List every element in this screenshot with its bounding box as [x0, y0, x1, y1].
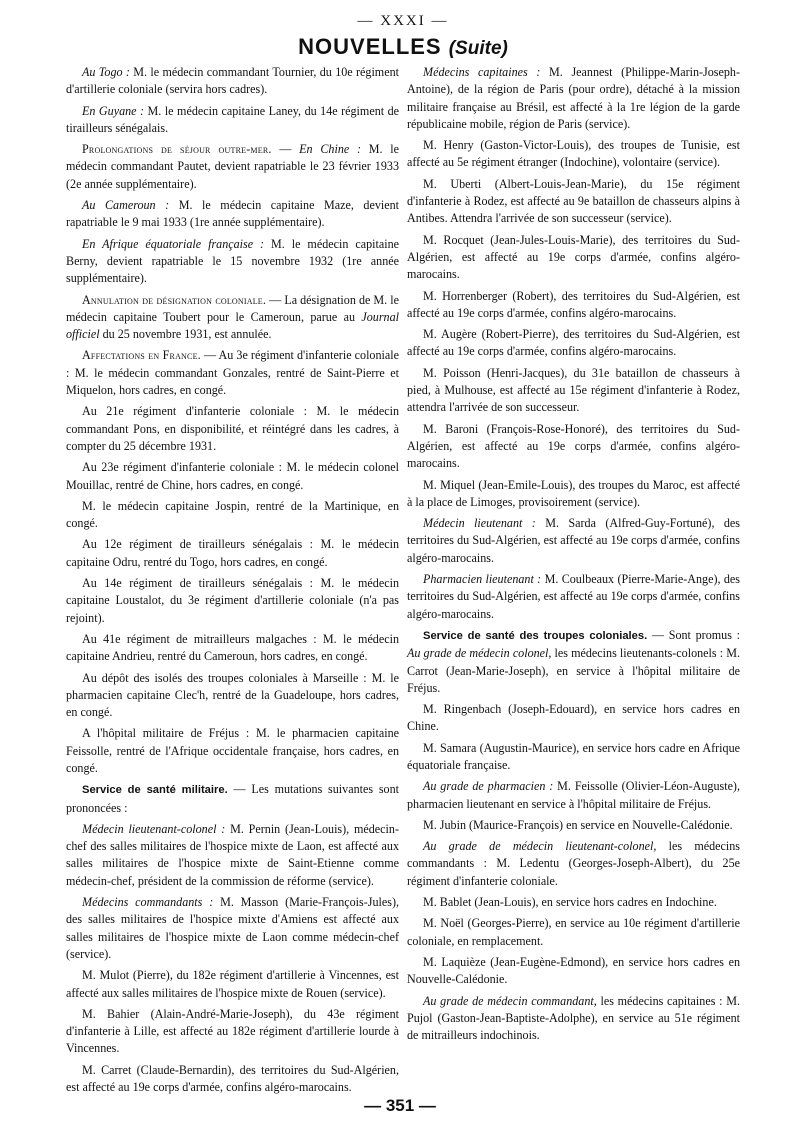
- paragraph-text: —: [271, 142, 300, 157]
- paragraph: [66, 347, 399, 399]
- paragraph-text: — Sont promus :: [647, 627, 740, 642]
- title-text: NOUVELLES: [298, 34, 442, 59]
- paragraph: [66, 498, 399, 533]
- paragraph-lead: Pharmacien lieutenant :: [423, 572, 542, 587]
- paragraph: [407, 421, 740, 473]
- paragraph: [66, 64, 399, 99]
- paragraph-text: Au 14e régiment de tirailleurs sénégalais : M. le médecin capitaine Loustalot, du 3e régiment d'artillerie coloniale (n'a pas rejoint).: [66, 576, 399, 625]
- paragraph: [407, 740, 740, 775]
- paragraph-text: — Au 3e régiment d'infanterie coloniale : M. le médecin commandant Gonzales, rentré de Saint-Pierre et Miquelon, hors cadres, en congé.: [66, 348, 399, 398]
- paragraph-sc: Annulation de désignation coloniale.: [82, 292, 267, 307]
- paragraph-text: M. Horrenberger (Robert), des territoires du Sud-Algérien, est affecté au 19e corps d'armée, confins algéro-marocains.: [407, 288, 740, 320]
- paragraph: [407, 993, 740, 1045]
- paragraph-text: M. Masson (Marie-François-Jules), des salles militaires de l'hospice mixte d'Amiens est affecté aux salles militaires de l'hospice mixte de Laon comme médecin-chef (service).: [66, 895, 399, 961]
- paragraph: [66, 575, 399, 627]
- paragraph-text: M. Poisson (Henri-Jacques), du 31e bataillon de chasseurs à pied, à Mulhouse, est affecté au 15e régiment d'infanterie à Rodez, attendra l'arrivée de son successeur.: [407, 365, 740, 415]
- paragraph: [407, 232, 740, 284]
- page-number: — 351 —: [364, 1096, 436, 1115]
- paragraph: [66, 670, 399, 722]
- paragraph-text: Au 21e régiment d'infanterie coloniale : M. le médecin commandant Pons, en disponibilité, et réintégré dans les cadres, à compter du 25 décembre 1931.: [66, 404, 399, 453]
- paragraph-text: M. Laquièze (Jean-Eugène-Edmond), en service hors cadres en Nouvelle-Calédonie.: [407, 954, 740, 987]
- paragraph-text: M. Samara (Augustin-Maurice), en service hors cadre en Afrique équatoriale française.: [407, 740, 740, 772]
- paragraph-text: les médecins capitaines : M. Pujol (Gaston-Jean-Baptiste-Adolphe), en service au 51e régiment de mitrailleurs indochinois.: [407, 993, 740, 1043]
- paragraph: [66, 197, 399, 232]
- page-title: [66, 32, 740, 62]
- paragraph: [66, 536, 399, 571]
- paragraph-bold: Service de santé des troupes coloniales.: [423, 629, 648, 642]
- paragraph: [407, 137, 740, 172]
- paragraph-lead: Au Togo :: [82, 65, 130, 79]
- paragraph-text: Au 41e régiment de mitrailleurs malgaches : M. le médecin capitaine Andrieu, rentré du Cameroun, hors cadres, en congé.: [66, 631, 399, 664]
- paragraph: [66, 103, 399, 138]
- paragraph: [407, 288, 740, 323]
- paragraph-text: M. Bahier (Alain-André-Marie-Joseph), du 43e régiment d'infanterie à Lille, est affecté au 182e régiment d'artillerie lourde à Vincennes.: [66, 1006, 399, 1056]
- paragraph-text: M. Coulbeaux (Pierre-Marie-Ange), des territoires du Sud-Algérien, est affecté au 19e corps d'armée, confins algéro-marocains.: [407, 572, 740, 621]
- paragraph-text2: les médecins lieutenants-colonels : M. Carrot (Jean-Marie-Joseph), en service à l'hôpital militaire de Fréjus.: [407, 646, 740, 695]
- paragraph: [407, 778, 740, 813]
- paragraph-lead2: Journal officiel: [66, 309, 399, 342]
- paragraph: [66, 781, 399, 817]
- paragraph-text: M. Jubin (Maurice-François) en service en Nouvelle-Calédonie.: [423, 817, 733, 832]
- paragraph: [407, 515, 740, 567]
- paragraph: [66, 725, 399, 777]
- two-column-body: [66, 64, 740, 1104]
- paragraph-text: M. Augère (Robert-Pierre), des territoires du Sud-Algérien, est affecté au 19e corps d'armée, confins algéro-marocains.: [407, 327, 740, 359]
- paragraph-text: M. Jeannest (Philippe-Marin-Joseph-Antoine), de la région de Paris (pour ordre), détaché à la mission militaire française au Brésil, est affecté à la 1re légion de la garde républicaine mobile, région de Paris (service).: [407, 65, 740, 131]
- paragraph: [66, 236, 399, 288]
- paragraph: [66, 1006, 399, 1058]
- paragraph-lead: En Guyane :: [82, 103, 145, 118]
- paragraph: [407, 176, 740, 228]
- paragraph-text: M. Bablet (Jean-Louis), en service hors cadres en Indochine.: [423, 895, 717, 910]
- paragraph-text: A l'hôpital militaire de Fréjus : M. le pharmacien capitaine Feissolle, rentré de l'Afrique occidentale française, hors cadres, en congé.: [66, 726, 399, 775]
- paragraph-lead: Médecin lieutenant-colonel :: [82, 821, 226, 836]
- paragraph-text: Au 23e régiment d'infanterie coloniale : M. le médecin colonel Mouillac, rentré de Chine, hors cadres, en congé.: [66, 460, 399, 492]
- paragraph-text: — Les mutations suivantes sont prononcées :: [66, 782, 399, 815]
- paragraph-text: M. Sarda (Alfred-Guy-Fortuné), des territoires du Sud-Algérien, est affecté au 19e corps d'armée, confins algéro-marocains.: [407, 516, 740, 565]
- paragraph-text: M. Miquel (Jean-Emile-Louis), des troupes du Maroc, est affecté à la place de Limoges, provisoirement (service).: [407, 477, 740, 509]
- paragraph: [407, 817, 740, 834]
- paragraph-lead: Au grade de médecin commandant,: [423, 993, 597, 1008]
- paragraph: [66, 894, 399, 963]
- paragraph: [407, 915, 740, 950]
- paragraph: [66, 821, 399, 890]
- paragraph: [407, 365, 740, 417]
- paragraph: [407, 477, 740, 512]
- paragraph-text: M. Ringenbach (Joseph-Edouard), en service hors cadres en Chine.: [407, 702, 740, 734]
- paragraph-text: M. Pernin (Jean-Louis), médecin-chef des salles militaires de l'hospice mixte de Laon, est affecté aux salles militaires de l'hospice mixte de Saint-Etienne comme médecin-chef, président de la commission de réforme (service).: [66, 821, 399, 888]
- paragraph: [407, 954, 740, 989]
- paragraph-lead: Médecin lieutenant :: [423, 516, 536, 531]
- paragraph: [407, 571, 740, 623]
- paragraph-text2: du 25 novembre 1931, est annulée.: [99, 327, 272, 342]
- paragraph-text: M. Uberti (Albert-Louis-Jean-Marie), du 15e régiment d'infanterie à Rodez, est affecté au 9e bataillon de chasseurs alpins à Antibes. Attendra l'arrivée de son successeur (service).: [407, 176, 740, 226]
- paragraph-lead: Au grade de médecin lieutenant-colonel,: [423, 839, 657, 854]
- paragraph-text: Au dépôt des isolés des troupes coloniales à Marseille : M. le pharmacien capitaine Clec'h, rentré de la Guadeloupe, hors cadres, en congé.: [66, 670, 399, 720]
- title-subtitle: (Suite): [448, 38, 508, 59]
- paragraph: [407, 894, 740, 911]
- paragraph-lead: En Afrique équatoriale française :: [82, 236, 265, 251]
- paragraph-text: M. le médecin capitaine Laney, du 14e régiment de tirailleurs sénégalais.: [66, 103, 400, 135]
- paragraph-text2: M. le médecin commandant Pautet, devient rapatriable le 23 février 1933 (2e année supplémentaire).: [66, 142, 400, 191]
- paragraph-text: M. Rocquet (Jean-Jules-Louis-Marie), des territoires du Sud-Algérien, est affecté au 19e corps d'armée, confins algéro-marocains.: [407, 232, 740, 282]
- right-column: [407, 64, 740, 1104]
- paragraph-sc: Prolongations de séjour outre-mer.: [82, 142, 272, 157]
- paragraph-text: — La désignation de M. le médecin capitaine Toubert pour le Cameroun, parue au: [66, 292, 399, 324]
- paragraph: [407, 326, 740, 361]
- paragraph: [66, 967, 399, 1002]
- paragraph: [407, 838, 740, 890]
- paragraph-text: M. le médecin capitaine Jospin, rentré de la Martinique, en congé.: [66, 498, 399, 531]
- paragraph-text: M. Mulot (Pierre), du 182e régiment d'artillerie à Vincennes, est affecté aux salles militaires de l'hospice mixte de Rouen (service).: [66, 968, 399, 1000]
- paragraph-text: Au 12e régiment de tirailleurs sénégalais : M. le médecin capitaine Odru, rentré du Togo, hors cadres, en congé.: [66, 537, 399, 569]
- paragraph-text: M. le médecin capitaine Maze, devient rapatriable le 9 mai 1933 (1re année supplémentaire).: [66, 198, 400, 230]
- paragraph-sc: Affectations en France.: [82, 348, 201, 363]
- paragraph-lead: Au grade de pharmacien :: [423, 779, 554, 794]
- paragraph: [407, 64, 740, 133]
- paragraph: [66, 631, 399, 666]
- paragraph-lead2: Au grade de médecin colonel,: [407, 646, 552, 661]
- paragraph: [407, 627, 740, 697]
- roman-folio: — XXXI —: [357, 13, 449, 29]
- paragraph-bold: Service de santé militaire.: [82, 784, 228, 797]
- paragraph-text: M. Noël (Georges-Pierre), en service au 10e régiment d'artillerie coloniale, en remplacement.: [407, 916, 740, 948]
- paragraph-lead: Médecins commandants :: [82, 895, 214, 910]
- paragraph: [66, 403, 399, 455]
- paragraph: [66, 292, 399, 344]
- paragraph-lead: Au Cameroun :: [82, 198, 170, 213]
- paragraph-text: M. Baroni (François-Rose-Honoré), des territoires du Sud-Algérien, est affecté au 19e corps d'armée, confins algéro-marocains.: [407, 421, 740, 471]
- paragraph-text: les médecins commandants : M. Ledentu (Georges-Joseph-Albert), du 25e régiment d'infanterie coloniale.: [407, 839, 740, 888]
- paragraph-text: M. le médecin capitaine Berny, devient rapatriable le 15 novembre 1932 (1re année supplémentaire).: [66, 236, 399, 286]
- paragraph-text: M. le médecin commandant Tournier, du 10e régiment d'artillerie coloniale (servira hors cadres).: [66, 65, 399, 97]
- paragraph-lead2: En Chine :: [299, 142, 362, 157]
- paragraph: [407, 701, 740, 736]
- paragraph-text: M. Carret (Claude-Bernardin), des territoires du Sud-Algérien, est affecté au 19e corps d'armée, confins algéro-marocains.: [66, 1062, 399, 1095]
- paragraph-lead: Médecins capitaines :: [423, 65, 541, 79]
- paragraph: [66, 141, 399, 193]
- paragraph-text: M. Feissolle (Olivier-Léon-Auguste), pharmacien lieutenant en service à l'hôpital militaire de Fréjus.: [407, 779, 740, 811]
- paragraph-text: M. Henry (Gaston-Victor-Louis), des troupes de Tunisie, est affecté au 5e régiment étranger (Indochine), volontaire (service).: [407, 138, 740, 170]
- paragraph: [66, 1062, 399, 1097]
- left-column: [66, 64, 399, 1104]
- paragraph: [66, 459, 399, 494]
